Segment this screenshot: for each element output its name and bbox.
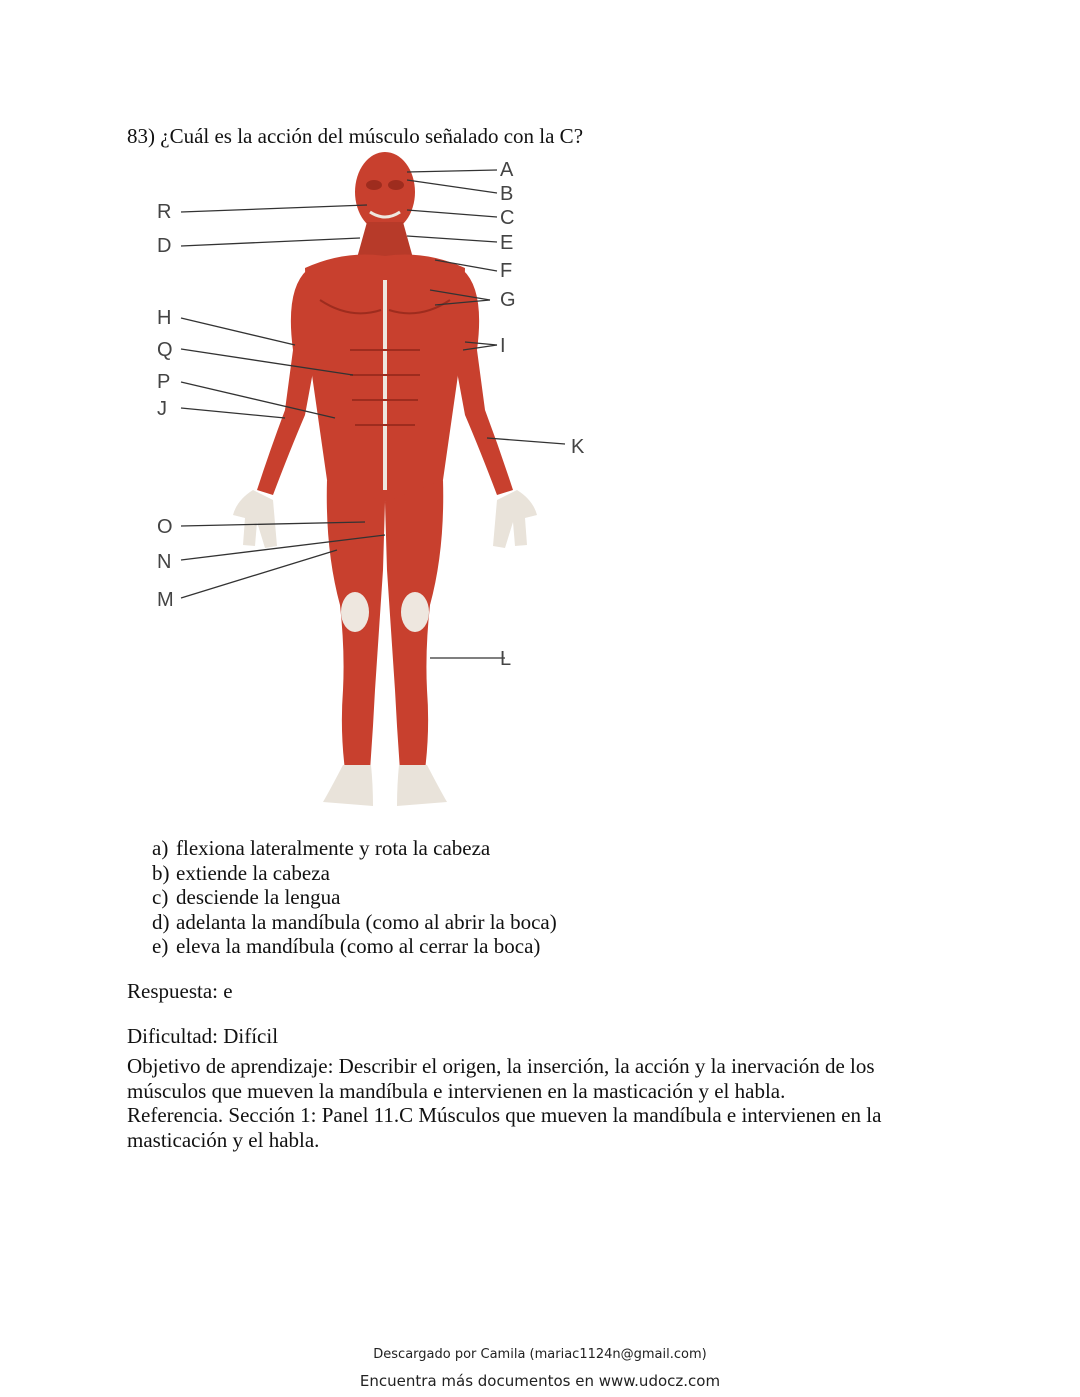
muscle-diagram — [145, 150, 605, 815]
answer-options — [152, 836, 557, 959]
label-p: P — [157, 371, 171, 393]
label-e: E — [500, 232, 514, 254]
label-d: D — [157, 235, 172, 257]
option-a: a) flexiona lateralmente y rota la cabeza — [152, 836, 491, 860]
reference-text: Referencia. Sección 1: Panel 11.C Músculos que mueven la mandíbula e intervienen en la masticación y el habla. — [127, 1103, 882, 1152]
label-l: L — [500, 648, 512, 670]
objective-block — [127, 1054, 927, 1152]
label-m: M — [157, 589, 174, 611]
question-text: 83) ¿Cuál es la acción del músculo señalado con la C? — [127, 124, 584, 148]
label-n: N — [157, 551, 172, 573]
label-q: Q — [157, 339, 173, 361]
label-o: O — [157, 516, 173, 538]
footer-more-docs-link[interactable]: Encuentra más documentos en www.udocz.com — [359, 1372, 721, 1390]
label-f: F — [500, 260, 513, 282]
label-c: C — [500, 207, 515, 229]
option-b: b) extiende la cabeza — [152, 860, 330, 885]
label-i: I — [500, 335, 506, 357]
label-a: A — [500, 159, 514, 181]
answer-text: Respuesta: e — [127, 979, 233, 1003]
option-e: e) eleva la mandíbula (como al cerrar la boca) — [152, 934, 541, 958]
objective-text: Objetivo de aprendizaje: Describir el origen, la inserción, la acción y la inervación de los músculos que mueven la mandíbula e intervienen en la masticación y el habla. — [127, 1054, 875, 1103]
body-figure — [233, 152, 537, 806]
label-r: R — [157, 201, 172, 223]
label-k: K — [571, 436, 585, 458]
label-g: G — [500, 289, 516, 311]
option-c: c) desciende la lengua — [152, 885, 341, 909]
label-j: J — [157, 398, 167, 420]
difficulty-text: Dificultad: Difícil — [127, 1024, 279, 1048]
label-b: B — [500, 183, 514, 205]
option-d: d) adelanta la mandíbula (como al abrir la boca) — [152, 909, 557, 934]
label-h: H — [157, 307, 172, 329]
footer-downloaded: Descargado por Camila (mariac1124n@gmail.com) — [373, 1347, 707, 1362]
